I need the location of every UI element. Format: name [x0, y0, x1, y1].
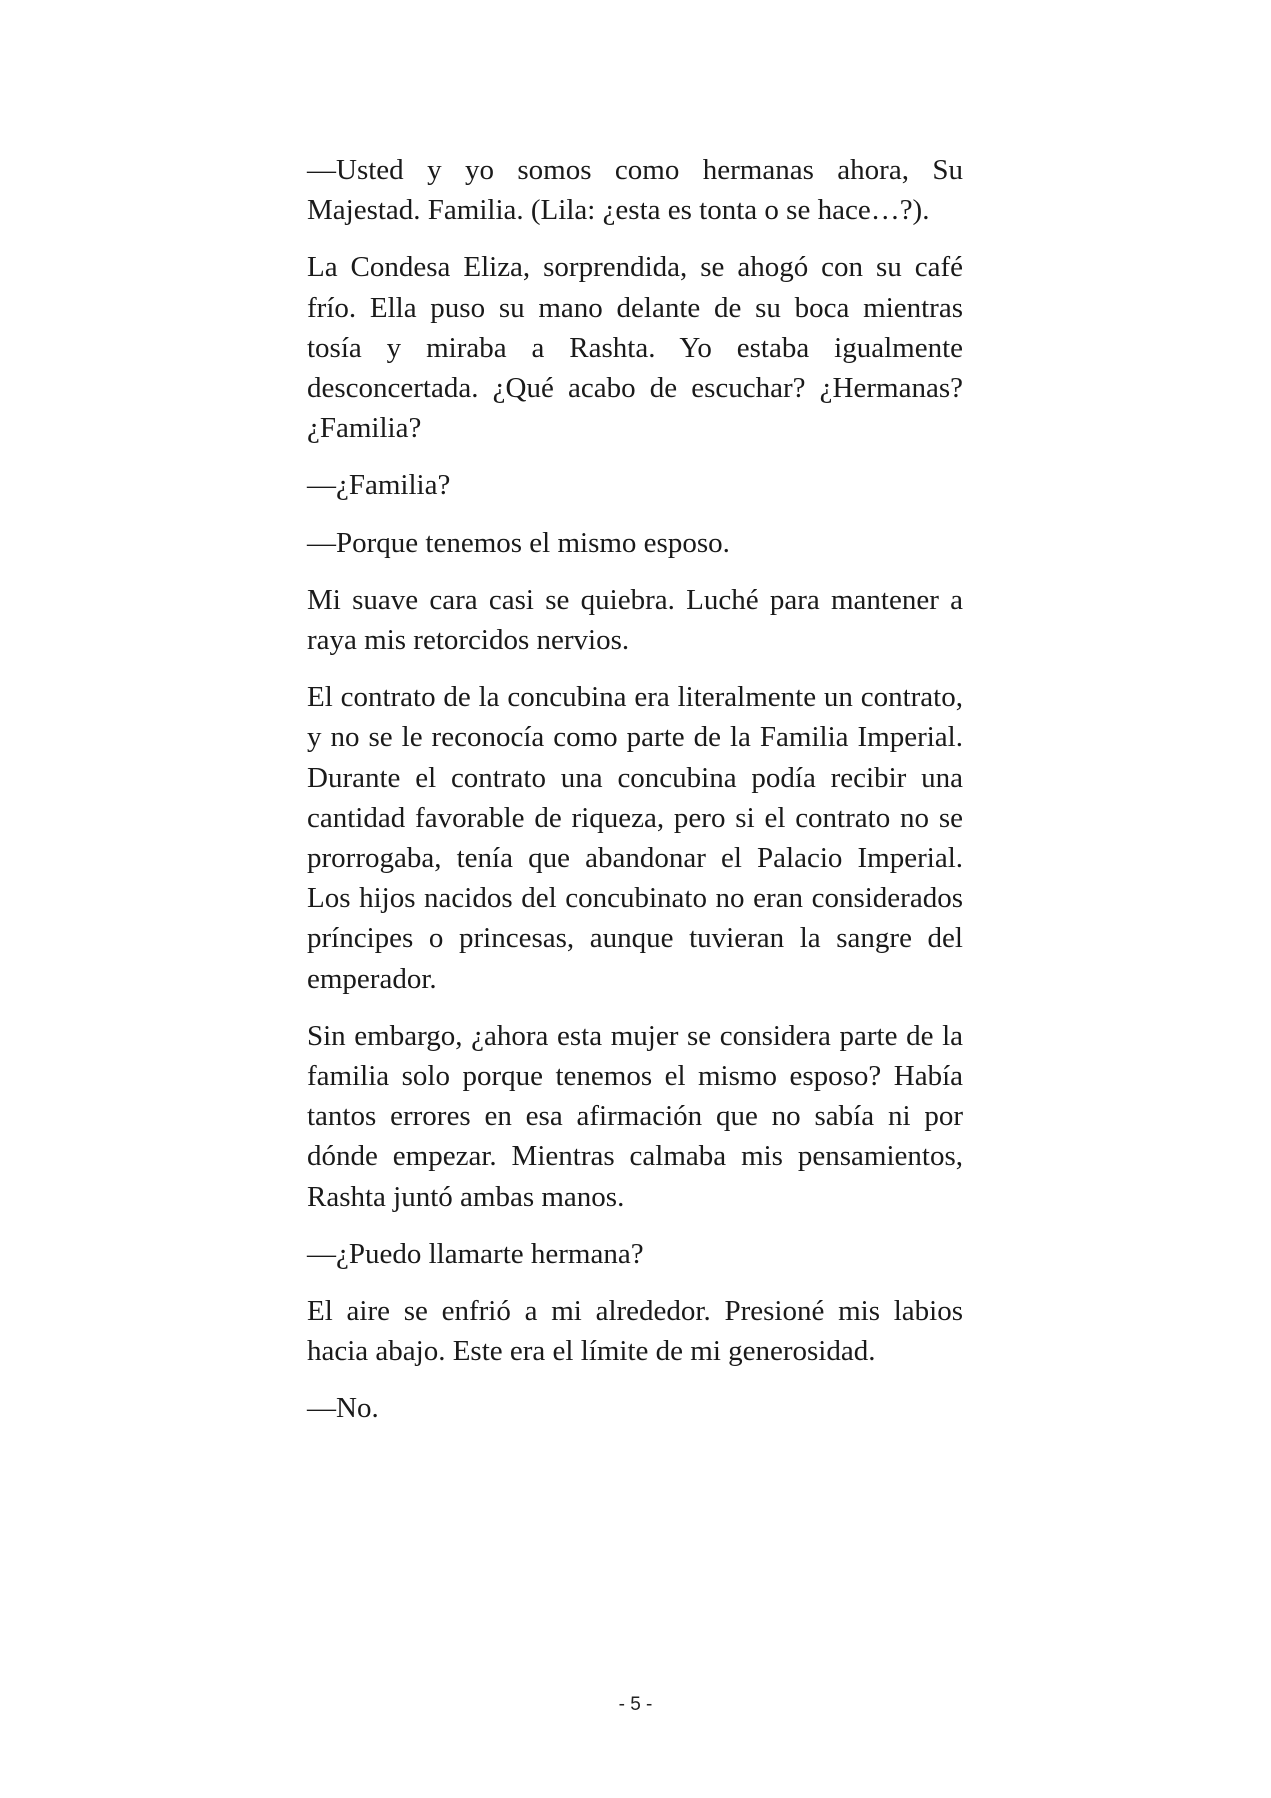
paragraph-narration-3: El contrato de la concubina era literalmente un contrato, y no se le reconocía como parte de la Familia Imperial. Durante el contrato una concubina podía recibir una cantidad favorable de riqueza, pero si el contrato no se prorrogaba, tenía que abandonar el Palacio Imperial. Los hijos nacidos del concubinato no eran considerados príncipes o princesas, aunque tuvieran la sangre del emperador. [307, 681, 963, 995]
paragraph-dialogue-4: —¿Puedo llamarte hermana? [307, 1237, 644, 1270]
paragraph-dialogue-3: —Porque tenemos el mismo esposo. [307, 526, 730, 559]
paragraph-dialogue-1: —Usted y yo somos como hermanas ahora, Su Majestad. Familia. (Lila: ¿esta es tonta o se hace…?). [307, 154, 963, 227]
paragraph-narration-5: El aire se enfrió a mi alrededor. Presioné mis labios hacia abajo. Este era el límite de mi generosidad. [307, 1295, 963, 1368]
page-number: - 5 - [618, 1694, 653, 1715]
paragraph-narration-1: La Condesa Eliza, sorprendida, se ahogó con su café frío. Ella puso su mano delante de su boca mientras tosía y miraba a Rashta. Yo estaba igualmente desconcertada. ¿Qué acabo de escuchar? ¿Hermanas? ¿Familia? [307, 251, 963, 445]
paragraph-narration-4: Sin embargo, ¿ahora esta mujer se considera parte de la familia solo porque tenemos el mismo esposo? Había tantos errores en esa afirmación que no sabía ni por dónde empezar. Mientras calmaba mis pensamientos, Rashta juntó ambas manos. [307, 1019, 963, 1213]
paragraph-narration-2: Mi suave cara casi se quiebra. Luché para mantener a raya mis retorcidos nervios. [307, 583, 963, 657]
paragraph-dialogue-2: —¿Familia? [307, 469, 451, 502]
body-text [307, 150, 963, 1446]
paragraph-dialogue-5: —No. [307, 1392, 379, 1425]
